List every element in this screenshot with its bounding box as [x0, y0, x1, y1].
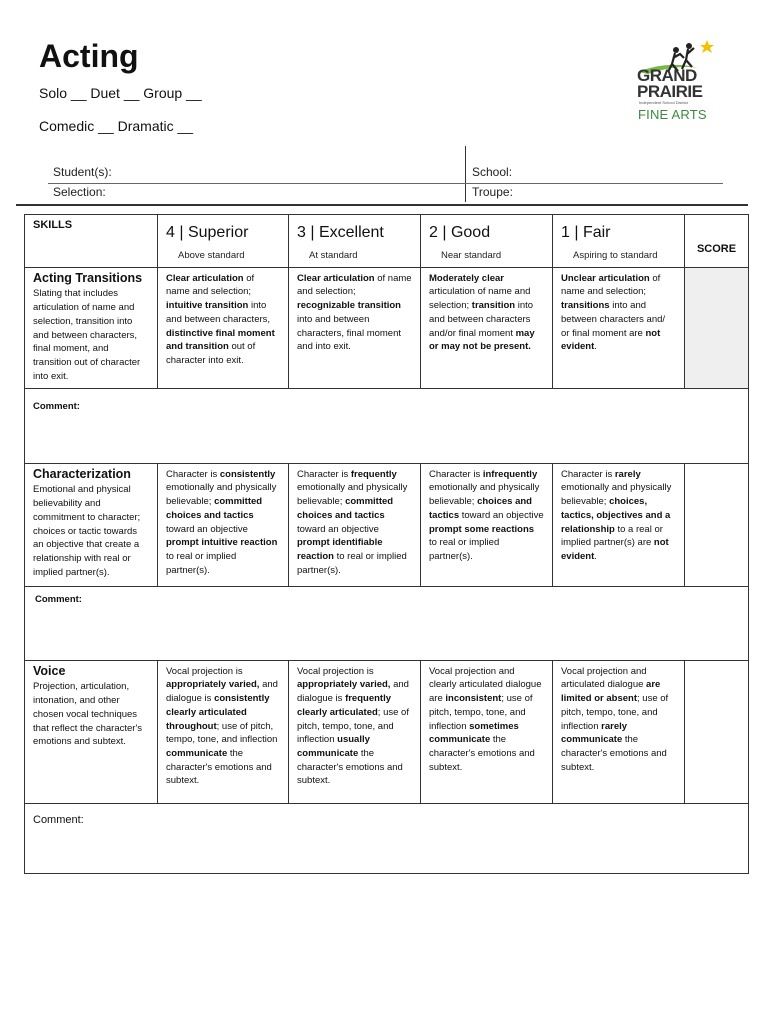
logo-prairie: PRAIRIE: [637, 82, 703, 101]
rubric-row-characterization: [25, 463, 749, 586]
info-bottom-rule: [16, 204, 748, 206]
skill-cell: Characterization Emotional and physical believability and commitment to character; choices or tactic towards an objective that create a relationship with real or implied partner(s).: [25, 463, 158, 586]
page-title: Acting: [39, 38, 139, 74]
criteria-cell-fair: Vocal projection and articulated dialogue are limited or absent; use of pitch, tempo, tone, and inflection rarely communicate the character's emotions and subtext.: [553, 660, 685, 803]
score-input-characterization[interactable]: [685, 463, 749, 586]
level-4-header: 4 | Superior Above standard: [158, 215, 289, 268]
grand-prairie-fine-arts-logo: [628, 38, 738, 128]
criteria-cell-good: Vocal projection and clearly articulated dialogue are inconsistent; use of pitch, tempo, tone, and inflection sometimes communicate the character's emotions and subtext.: [421, 660, 553, 803]
logo-fine-arts: FINE ARTS: [638, 107, 707, 122]
rubric-row-voice: [25, 660, 749, 803]
troupe-label: Troupe:: [472, 185, 513, 199]
selection-label: Selection:: [53, 185, 106, 199]
comment-box-acting-transitions[interactable]: Comment:: [25, 388, 749, 463]
criteria-cell-good: Character is infrequently emotionally and physically believable; choices and tactics toward an objective prompt some reactions to real or implied partner(s).: [421, 463, 553, 586]
criteria-cell-superior: Clear articulation of name and selection; intuitive transition into and between characters, distinctive final moment and transition out of character into exit.: [158, 267, 289, 388]
criteria-cell-excellent: Character is frequently emotionally and physically believable; committed choices and tactics toward an objective prompt identifiable reaction to real or implied partner(s).: [289, 463, 421, 586]
criteria-cell-good: Moderately clear articulation of name and selection; transition into and between characters and/or final moment may or may not be present.: [421, 267, 553, 388]
skill-cell: Acting Transitions Slating that includes articulation of name and selection, transition into and between characters, final moment, and transition out of character into exit.: [25, 267, 158, 388]
score-header: SCORE: [685, 215, 749, 268]
criteria-cell-superior: Vocal projection is appropriately varied, and dialogue is consistently clearly articulated throughout; use of pitch, tempo, tone, and inflection communicate the character's emotions and subtext.: [158, 660, 289, 803]
level-2-header: 2 | Good Near standard: [421, 215, 553, 268]
criteria-cell-excellent: Vocal projection is appropriately varied, and dialogue is frequently clearly articulated; use of pitch, tempo, tone, and inflection usually communicate the character's emotions and subtext.: [289, 660, 421, 803]
genre-line: Comedic __ Dramatic __: [39, 118, 194, 134]
level-3-header: 3 | Excellent At standard: [289, 215, 421, 268]
criteria-cell-fair: Unclear articulation of name and selection; transitions into and between characters and/ or final moment are not evident.: [553, 267, 685, 388]
skills-header: SKILLS: [25, 215, 158, 268]
comment-box-voice[interactable]: Comment:: [25, 803, 749, 873]
criteria-cell-superior: Character is consistently emotionally and physically believable; committed choices and tactics toward an objective prompt intuitive reaction to real or implied partner(s).: [158, 463, 289, 586]
rubric-row-acting-transitions: [25, 267, 749, 388]
students-label: Student(s):: [53, 165, 112, 179]
performance-type-line: Solo __ Duet __ Group __: [39, 85, 202, 101]
score-input-acting-transitions[interactable]: [685, 267, 749, 388]
info-divider: [465, 146, 466, 202]
rubric-table: [24, 214, 749, 874]
criteria-cell-fair: Character is rarely emotionally and physically believable; choices, tactics, objectives and a relationship to a real or implied partner(s) are not evident.: [553, 463, 685, 586]
comment-box-characterization[interactable]: Comment:: [25, 586, 749, 660]
info-rule: [48, 183, 723, 184]
logo-district: Independent School District: [639, 100, 688, 105]
skill-cell: Voice Projection, articulation, intonation, and other chosen vocal techniques that reflect the character's emotions and subtext.: [25, 660, 158, 803]
criteria-cell-excellent: Clear articulation of name and selection; recognizable transition into and between characters, final moment and into exit.: [289, 267, 421, 388]
score-input-voice[interactable]: [685, 660, 749, 803]
school-label: School:: [472, 165, 513, 179]
logo-grand: GRAND: [637, 66, 697, 85]
level-1-header: 1 | Fair Aspiring to standard: [553, 215, 685, 268]
